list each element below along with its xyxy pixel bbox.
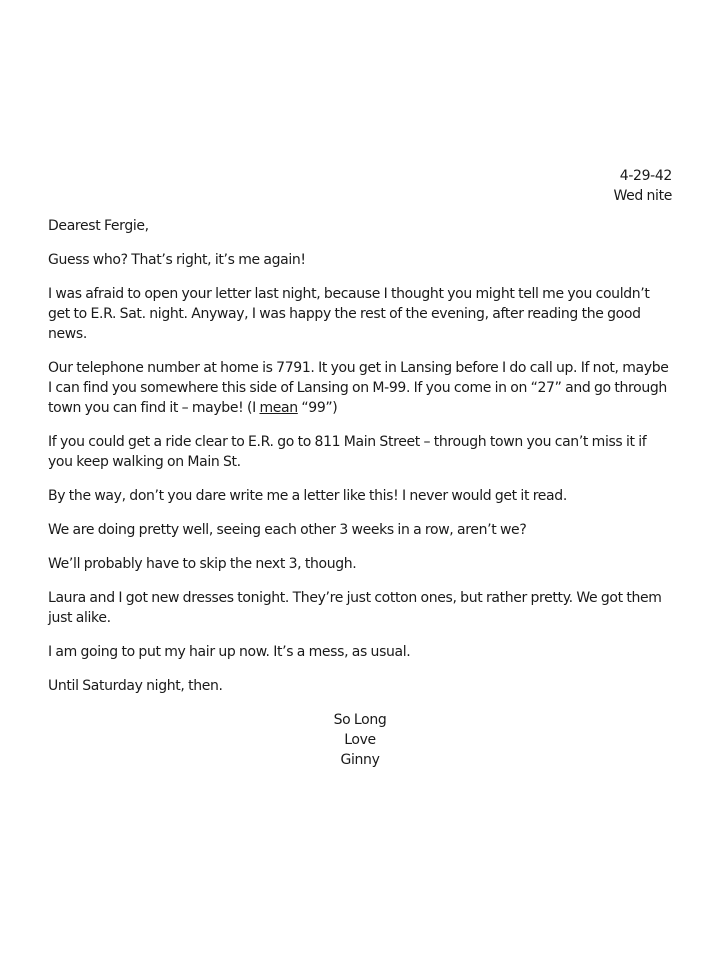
letter-day: Wed nite [613,188,672,204]
signature: Ginny [340,752,380,768]
paragraph-5: By the way, don’t you dare write me a letter like this! I never would get it read. [48,488,567,504]
salutation: Dearest Fergie, [48,218,149,234]
closing-line-2: Love [344,732,376,748]
date-block [48,166,672,206]
paragraph-7: We’ll probably have to skip the next 3, though. [48,556,357,572]
paragraph-1: Guess who? That’s right, it’s me again! [48,252,306,268]
closing-line-1: So Long [333,712,387,728]
paragraph-3-end: “99”) [297,400,338,416]
letter-date: 4-29-42 [619,168,672,184]
paragraph-2: I was afraid to open your letter last night, because I thought you might tell me you couldn’t get to E.R. Sat. night. Anyway, I was happy the rest of the evening, after reading the good news. [48,286,650,342]
letter-page [48,166,672,770]
paragraph-8: Laura and I got new dresses tonight. They’re just cotton ones, but rather pretty. We got them just alike. [48,590,662,626]
paragraph-3 [48,358,672,418]
paragraph-6: We are doing pretty well, seeing each other 3 weeks in a row, aren’t we? [48,522,527,538]
paragraph-3-underlined-word: mean [259,400,298,416]
closing-block [48,710,672,770]
paragraph-3-main: Our telephone number at home is 7791. It you get in Lansing before I do call up. If not, maybe I can find you somewhere this side of Lansing on M-99. If you come in on “27” and go through town you can find it – maybe! (I [48,360,669,416]
paragraph-9: I am going to put my hair up now. It’s a mess, as usual. [48,644,411,660]
paragraph-4: If you could get a ride clear to E.R. go to 811 Main Street – through town you can’t miss it if you keep walking on Main St. [48,434,647,470]
paragraph-10: Until Saturday night, then. [48,678,223,694]
